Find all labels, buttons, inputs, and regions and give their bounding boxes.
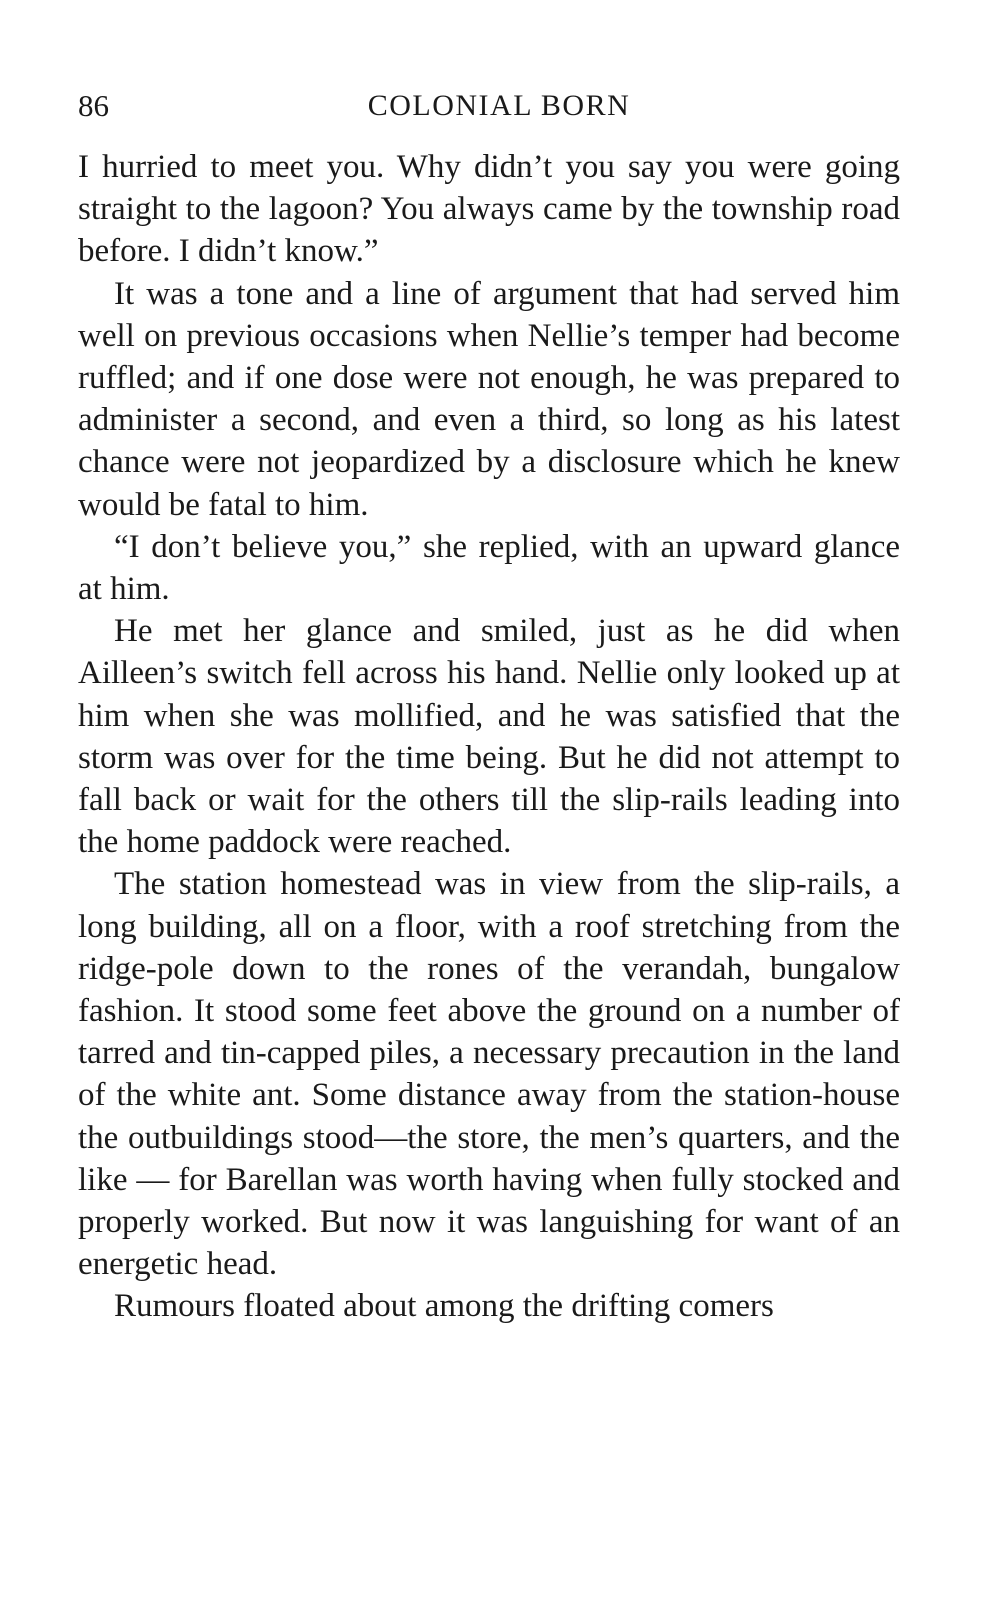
- paragraph: Rumours floated about among the drifting comers: [114, 1288, 774, 1325]
- paragraph: He met her glance and smiled, just as he did when Ailleen’s switch fell across his hand. Nellie only looked up at him when she was mollified, and he was satisfied that the storm was over for the time being. But he did not attempt to fall back or wait for the others till the slip-rails leading into the home paddock were reached.: [78, 613, 900, 861]
- paragraph: It was a tone and a line of argument that had served him well on previous occasions when Nellie’s temper had become ruffled; and if one dose were not enough, he was prepared to administer a second, and even a third, so long as his latest chance were not jeopardized by a disclosure which he knew would be fatal to him.: [78, 275, 900, 523]
- body-text: [78, 146, 900, 1328]
- running-title: COLONIAL BORN: [367, 89, 631, 122]
- paragraph: “I don’t believe you,” she replied, with an upward glance at him.: [78, 528, 900, 608]
- paragraph-continuation: I hurried to meet you. Why didn’t you say you were going straight to the lagoon? You always came by the township road before. I didn’t know.”: [78, 149, 900, 270]
- paragraph: The station homestead was in view from the slip-rails, a long building, all on a floor, with a roof stretching from the ridge-pole down to the rones of the verandah, bungalow fashion. It stood some feet above the ground on a number of tarred and tin-capped piles, a necessary precaution in the land of the white ant. Some distance away from the station-house the outbuildings stood—the store, the men’s quarters, and the like — for Barellan was worth having when fully stocked and properly worked. But now it was languishing for want of an energetic head.: [78, 866, 900, 1283]
- running-head: [78, 84, 900, 128]
- page-number: 86: [78, 88, 109, 123]
